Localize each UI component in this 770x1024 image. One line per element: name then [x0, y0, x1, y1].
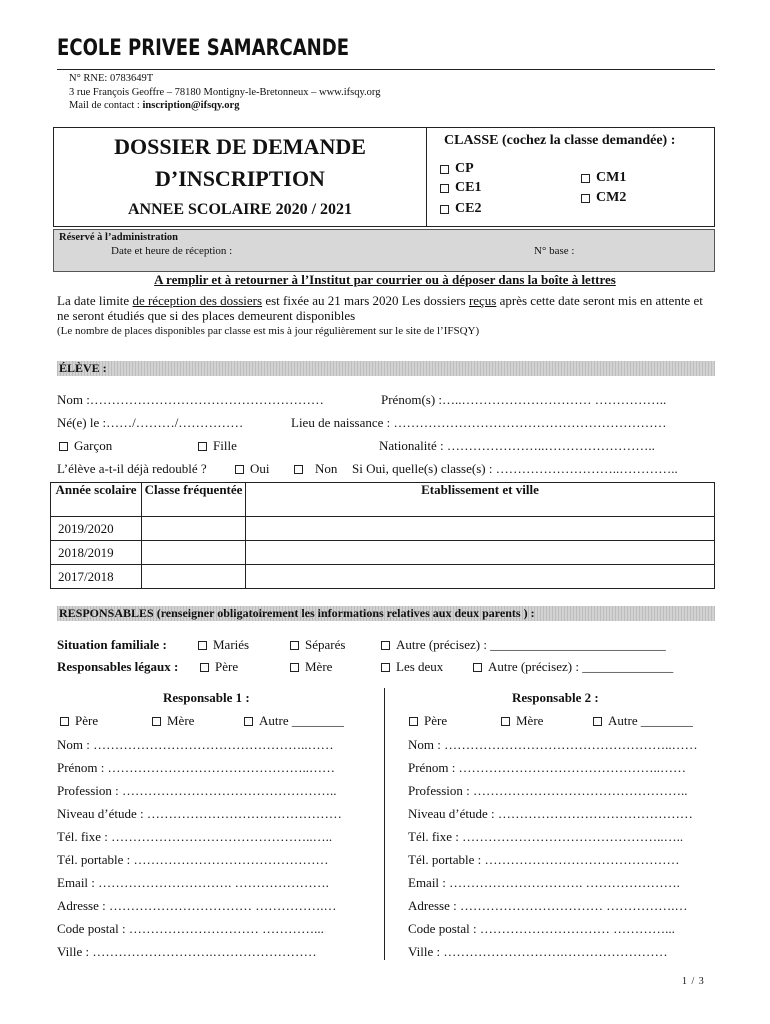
checkbox-icon[interactable]: [581, 194, 590, 203]
section-responsables-heading: RESPONSABLES (renseigner obligatoirement les informations relatives aux deux parents ) :: [57, 606, 715, 621]
garcon-option[interactable]: Garçon: [59, 438, 112, 454]
responsables-divider: [384, 688, 385, 960]
redouble-non-option[interactable]: Non: [294, 461, 337, 477]
title-box: [53, 127, 715, 227]
r2-email-field[interactable]: Email : …………………………. ………………….: [408, 875, 680, 890]
checkbox-icon[interactable]: [152, 717, 161, 726]
admin-box: [53, 229, 715, 272]
legaux-label: Responsables légaux :: [57, 659, 179, 674]
r1-profession-field[interactable]: Profession : …………………………………………..: [57, 783, 337, 798]
r2-tel-fixe-field[interactable]: Tél. fixe : ………………………………………..…..: [408, 829, 684, 844]
admin-base-field: N° base :: [534, 245, 575, 257]
r1-ville-field[interactable]: Ville : ……………………….……………………: [57, 944, 317, 959]
r1-mere-option[interactable]: Mère: [152, 713, 194, 729]
checkbox-icon[interactable]: [440, 165, 449, 174]
checkbox-icon[interactable]: [198, 641, 207, 650]
situation-label: Situation familiale :: [57, 637, 167, 652]
r1-email-field[interactable]: Email : …………………………. ………………….: [57, 875, 329, 890]
r2-mere-option[interactable]: Mère: [501, 713, 543, 729]
table-header-row: [51, 483, 715, 517]
col-etablissement-header: Etablissement et ville: [246, 483, 715, 517]
year-cell: 2019/2020: [51, 517, 142, 541]
classe-cell[interactable]: [142, 517, 246, 541]
r1-prenom-field[interactable]: Prénom : ………………………………………..……: [57, 760, 336, 775]
responsable1-title: Responsable 1 :: [163, 690, 250, 705]
r1-pere-option[interactable]: Père: [60, 713, 98, 729]
r2-profession-field[interactable]: Profession : …………………………………………..: [408, 783, 688, 798]
classe-option-ce2[interactable]: CE2: [440, 201, 481, 217]
contact-mail: Mail de contact : inscription@ifsqy.org: [69, 100, 240, 111]
checkbox-icon[interactable]: [581, 174, 590, 183]
checkbox-icon[interactable]: [381, 663, 390, 672]
col-classe-header: Classe fréquentée: [142, 483, 246, 517]
year-cell: 2018/2019: [51, 541, 142, 565]
eleve-nom-field[interactable]: Nom :………………………………………………: [57, 392, 324, 407]
table-row: [51, 541, 715, 565]
admin-title: Réservé à l’administration: [59, 232, 178, 243]
classe-heading: CLASSE (cochez la classe demandée) :: [444, 133, 676, 148]
checkbox-icon[interactable]: [59, 442, 68, 451]
legaux-mere-option[interactable]: Mère: [290, 659, 332, 675]
classe-option-cm2[interactable]: CM2: [581, 190, 626, 206]
table-row: [51, 517, 715, 541]
legaux-autre-option[interactable]: Autre (précisez) : ______________: [473, 659, 673, 675]
checkbox-icon[interactable]: [593, 717, 602, 726]
checkbox-icon[interactable]: [473, 663, 482, 672]
school-history-table: [50, 482, 715, 589]
checkbox-icon[interactable]: [198, 442, 207, 451]
legaux-pere-option[interactable]: Père: [200, 659, 238, 675]
r2-ville-field[interactable]: Ville : ……………………….……………………: [408, 944, 668, 959]
r2-niveau-field[interactable]: Niveau d’étude : ………………………………………: [408, 806, 693, 821]
checkbox-icon[interactable]: [440, 184, 449, 193]
etablissement-cell[interactable]: [246, 517, 715, 541]
r1-code-postal-field[interactable]: Code postal : ………………………… …………...: [57, 921, 324, 936]
nationalite-field[interactable]: Nationalité : …………………..……………………..: [379, 438, 655, 453]
table-row: [51, 565, 715, 589]
r1-autre-option[interactable]: Autre ________: [244, 713, 344, 729]
rne-number: N° RNE: 0783649T: [69, 73, 154, 84]
etablissement-cell[interactable]: [246, 541, 715, 565]
classe-option-cp[interactable]: CP: [440, 161, 474, 177]
checkbox-icon[interactable]: [235, 465, 244, 474]
classe-cell[interactable]: [142, 541, 246, 565]
school-name: ECOLE PRIVEE SAMARCANDE: [57, 36, 350, 61]
checkbox-icon[interactable]: [290, 641, 299, 650]
classe-option-cm1[interactable]: CM1: [581, 170, 626, 186]
checkbox-icon[interactable]: [60, 717, 69, 726]
page-number: 1 / 3: [682, 976, 705, 987]
eleve-birthdate-field[interactable]: Né(e) le :……/………/……………: [57, 415, 244, 430]
situation-separes-option[interactable]: Séparés: [290, 637, 345, 653]
r2-adresse-field[interactable]: Adresse : …………………………… …………….…: [408, 898, 688, 913]
checkbox-icon[interactable]: [244, 717, 253, 726]
legaux-les-deux-option[interactable]: Les deux: [381, 659, 443, 675]
redouble-oui-option[interactable]: Oui: [235, 461, 270, 477]
checkbox-icon[interactable]: [294, 465, 303, 474]
postal-address: 3 rue François Geoffre – 78180 Montigny-le-Bretonneux – www.ifsqy.org: [69, 86, 381, 98]
checkbox-icon[interactable]: [200, 663, 209, 672]
mail-link[interactable]: inscription@ifsqy.org: [142, 100, 240, 111]
r2-pere-option[interactable]: Père: [409, 713, 447, 729]
checkbox-icon[interactable]: [381, 641, 390, 650]
r1-tel-portable-field[interactable]: Tél. portable : ………………………………………: [57, 852, 329, 867]
section-eleve-heading: ÉLÈVE :: [57, 361, 715, 376]
classe-cell[interactable]: [142, 565, 246, 589]
etablissement-cell[interactable]: [246, 565, 715, 589]
doc-title-line1: DOSSIER DE DEMANDE: [114, 134, 366, 159]
fille-option[interactable]: Fille: [198, 438, 237, 454]
col-annee-header: Année scolaire: [51, 483, 142, 517]
situation-autre-option[interactable]: Autre (précisez) : ___________________________: [381, 637, 666, 653]
year-cell: 2017/2018: [51, 565, 142, 589]
r2-tel-portable-field[interactable]: Tél. portable : ………………………………………: [408, 852, 680, 867]
r1-tel-fixe-field[interactable]: Tél. fixe : ………………………………………..…..: [57, 829, 333, 844]
redouble-question: L’élève a-t-il déjà redoublé ?: [57, 461, 207, 476]
checkbox-icon[interactable]: [501, 717, 510, 726]
r1-niveau-field[interactable]: Niveau d’étude : ………………………………………: [57, 806, 342, 821]
checkbox-icon[interactable]: [409, 717, 418, 726]
situation-maries-option[interactable]: Mariés: [198, 637, 249, 653]
r2-autre-option[interactable]: Autre ________: [593, 713, 693, 729]
places-note: (Le nombre de places disponibles par classe est mis à jour régulièrement sur le site de l’IFSQY): [57, 325, 480, 337]
return-instructions: A remplir et à retourner à l’Institut par courrier ou à déposer dans la boîte à lettres: [154, 272, 616, 287]
admin-date-field: Date et heure de réception :: [111, 245, 233, 257]
checkbox-icon[interactable]: [290, 663, 299, 672]
doc-title-line2: D’INSCRIPTION: [155, 166, 325, 191]
r1-nom-field[interactable]: Nom : …………………………………………..……: [57, 737, 334, 752]
title-divider: [426, 128, 427, 226]
classe-option-ce1[interactable]: CE1: [440, 180, 481, 196]
header-divider: [57, 69, 715, 70]
r2-nom-field[interactable]: Nom : ……………………………………………..……: [408, 737, 698, 752]
r2-prenom-field[interactable]: Prénom : ………………………………………..……: [408, 760, 687, 775]
checkbox-icon[interactable]: [440, 205, 449, 214]
deadline-paragraph: La date limite de réception des dossiers est fixée au 21 mars 2020 Les dossiers reçus après cette date seront mis en attente et ne seront étudiés que si des places demeurent disponibles: [57, 293, 703, 323]
eleve-prenom-field[interactable]: Prénom(s) :…..………………………… ……………..: [381, 392, 667, 407]
responsable2-title: Responsable 2 :: [512, 690, 599, 705]
eleve-birthplace-field[interactable]: Lieu de naissance : ………………………………………………………: [291, 415, 667, 430]
redouble-classes-field[interactable]: Si Oui, quelle(s) classe(s) : ………………………..…………..: [352, 461, 678, 476]
school-year: ANNEE SCOLAIRE 2020 / 2021: [127, 201, 353, 218]
r2-code-postal-field[interactable]: Code postal : ………………………… …………...: [408, 921, 675, 936]
school-address-block: [69, 72, 380, 113]
r1-adresse-field[interactable]: Adresse : …………………………… …………….…: [57, 898, 337, 913]
